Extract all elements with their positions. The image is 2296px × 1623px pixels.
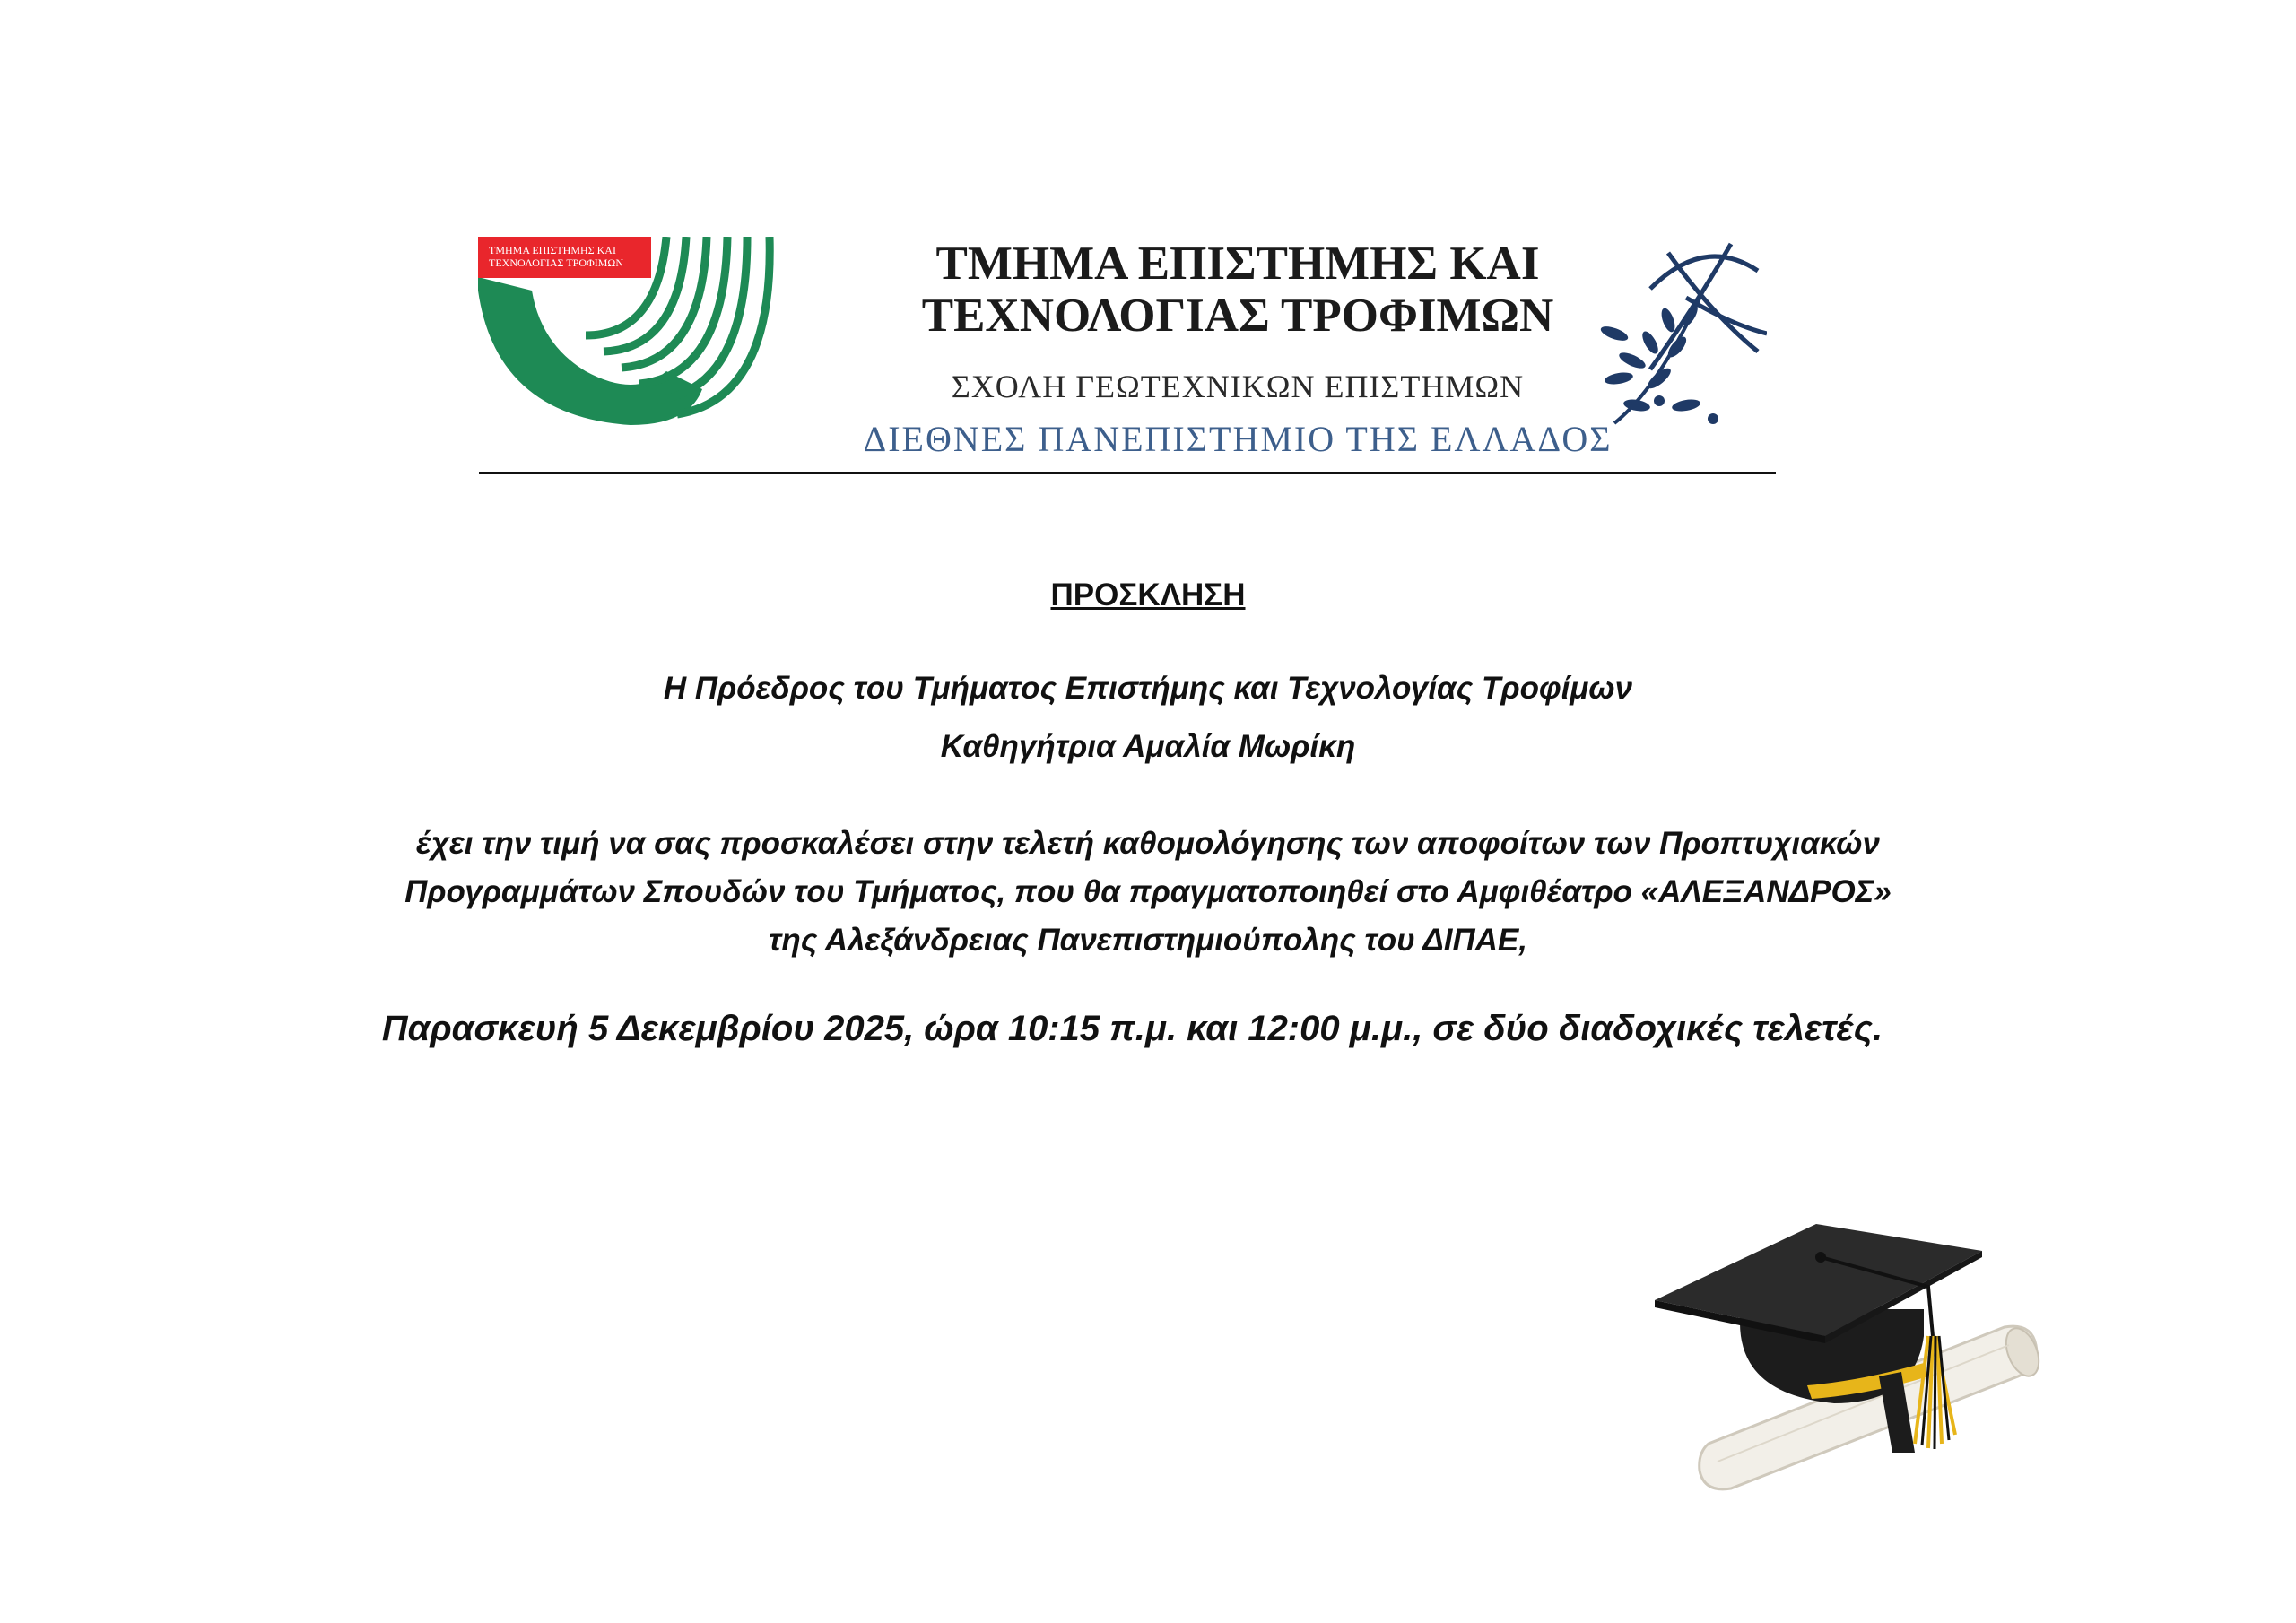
logo-tag: [478, 237, 651, 278]
department-logo: [478, 237, 801, 430]
department-title-line1: ΤΜΗΜΑ ΕΠΙΣΤΗΜΗΣ ΚΑΙ: [935, 238, 1540, 290]
host-line-1: Η Πρόεδρος του Τμήματος Επιστήμης και Τεχνολογίας Τροφίμων: [663, 671, 1633, 706]
body-line-3: της Αλεξάνδρειας Πανεπιστημιούπολης του ΔΙΠΑΕ,: [769, 923, 1527, 958]
logo-tag-line1: ΤΜΗΜΑ ΕΠΙΣΤΗΜΗΣ ΚΑΙ: [489, 244, 616, 256]
body-line-2: Προγραμμάτων Σπουδών του Τμήματος, που θα πραγματοποιηθεί στο Αμφιθέατρο «ΑΛΕΞΑΝΔΡΟΣ»: [404, 874, 1892, 909]
ceremony-date-line: Παρασκευή 5 Δεκεμβρίου 2025, ώρα 10:15 π.μ. και 12:00 μ.μ., σε δύο διαδοχικές τελετές.: [381, 1009, 1883, 1048]
university-emblem: [1596, 235, 1767, 430]
university-name: ΔΙΕΘΝΕΣ ΠΑΝΕΠΙΣΤΗΜΙΟ ΤΗΣ ΕΛΛΑΔΟΣ: [863, 419, 1613, 459]
logo-tag-line2: ΤΕΧΝΟΛΟΓΙΑΣ ΤΡΟΦΙΜΩΝ: [489, 256, 624, 269]
invitation-heading: ΠΡΟΣΚΛΗΣΗ: [1050, 577, 1246, 612]
school-name: ΣΧΟΛΗ ΓΕΩΤΕΧΝΙΚΩΝ ΕΠΙΣΤΗΜΩΝ: [951, 369, 1525, 404]
graduation-cap-image: [1655, 1202, 2067, 1497]
body-line-1: έχει την τιμή να σας προσκαλέσει στην τελετή καθομολόγησης των αποφοίτων των Προπτυχιακών: [416, 826, 1880, 861]
department-title-line2: ΤΕΧΝΟΛΟΓΙΑΣ ΤΡΟΦΙΜΩΝ: [921, 290, 1554, 342]
letterhead-divider: [479, 472, 1776, 474]
host-line-2: Καθηγήτρια Αμαλία Μωρίκη: [940, 729, 1356, 764]
